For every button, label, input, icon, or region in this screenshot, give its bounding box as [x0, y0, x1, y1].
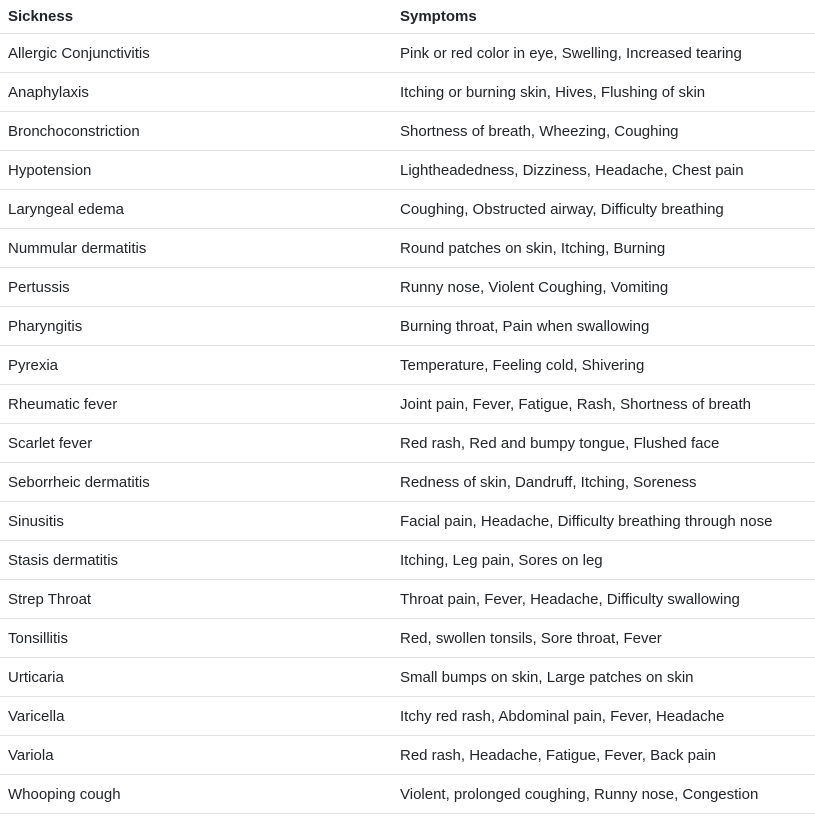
- symptoms-cell: Temperature, Feeling cold, Shivering: [392, 346, 815, 385]
- sickness-cell: Stasis dermatitis: [0, 541, 392, 580]
- symptoms-cell: Redness of skin, Dandruff, Itching, Soreness: [392, 463, 815, 502]
- table-row: [0, 463, 815, 502]
- table-row: [0, 34, 815, 73]
- sickness-cell: Anaphylaxis: [0, 73, 392, 112]
- table-row: [0, 73, 815, 112]
- sickness-cell: Seborrheic dermatitis: [0, 463, 392, 502]
- symptoms-cell: Itchy red rash, Abdominal pain, Fever, Headache: [392, 697, 815, 736]
- table-row: [0, 658, 815, 697]
- sickness-cell: Scarlet fever: [0, 424, 392, 463]
- sickness-cell: Strep Throat: [0, 580, 392, 619]
- table-row: [0, 502, 815, 541]
- symptoms-cell: Joint pain, Fever, Fatigue, Rash, Shortness of breath: [392, 385, 815, 424]
- sickness-cell: Urticaria: [0, 658, 392, 697]
- symptoms-cell: Itching or burning skin, Hives, Flushing of skin: [392, 73, 815, 112]
- symptoms-cell: Shortness of breath, Wheezing, Coughing: [392, 112, 815, 151]
- table-row: [0, 190, 815, 229]
- sickness-cell: Rheumatic fever: [0, 385, 392, 424]
- header-row: [0, 0, 815, 34]
- symptoms-cell: Itching, Leg pain, Sores on leg: [392, 541, 815, 580]
- table-row: [0, 775, 815, 814]
- sickness-cell: Laryngeal edema: [0, 190, 392, 229]
- header-sickness: Sickness: [0, 0, 392, 34]
- sickness-cell: Pharyngitis: [0, 307, 392, 346]
- sickness-cell: Sinusitis: [0, 502, 392, 541]
- table-row: [0, 307, 815, 346]
- symptoms-cell: Round patches on skin, Itching, Burning: [392, 229, 815, 268]
- symptoms-cell: Throat pain, Fever, Headache, Difficulty swallowing: [392, 580, 815, 619]
- table-row: [0, 541, 815, 580]
- sickness-cell: Nummular dermatitis: [0, 229, 392, 268]
- table-row: [0, 268, 815, 307]
- table-header: [0, 0, 815, 34]
- header-symptoms: Symptoms: [392, 0, 815, 34]
- symptoms-cell: Coughing, Obstructed airway, Difficulty breathing: [392, 190, 815, 229]
- table-row: [0, 112, 815, 151]
- sickness-cell: Bronchoconstriction: [0, 112, 392, 151]
- table-row: [0, 736, 815, 775]
- symptoms-cell: Red rash, Red and bumpy tongue, Flushed face: [392, 424, 815, 463]
- table-row: [0, 346, 815, 385]
- sickness-cell: Variola: [0, 736, 392, 775]
- symptoms-cell: Runny nose, Violent Coughing, Vomiting: [392, 268, 815, 307]
- sickness-cell: Varicella: [0, 697, 392, 736]
- table-row: [0, 385, 815, 424]
- symptoms-cell: Lightheadedness, Dizziness, Headache, Chest pain: [392, 151, 815, 190]
- table-row: [0, 151, 815, 190]
- symptoms-cell: Violent, prolonged coughing, Runny nose, Congestion: [392, 775, 815, 814]
- symptoms-cell: Burning throat, Pain when swallowing: [392, 307, 815, 346]
- sickness-cell: Hypotension: [0, 151, 392, 190]
- sickness-cell: Pyrexia: [0, 346, 392, 385]
- symptoms-cell: Facial pain, Headache, Difficulty breathing through nose: [392, 502, 815, 541]
- table-row: [0, 619, 815, 658]
- table-row: [0, 424, 815, 463]
- sickness-cell: Whooping cough: [0, 775, 392, 814]
- symptoms-cell: Red rash, Headache, Fatigue, Fever, Back pain: [392, 736, 815, 775]
- symptoms-cell: Pink or red color in eye, Swelling, Increased tearing: [392, 34, 815, 73]
- table-row: [0, 580, 815, 619]
- symptoms-cell: Small bumps on skin, Large patches on skin: [392, 658, 815, 697]
- table-row: [0, 697, 815, 736]
- sickness-cell: Pertussis: [0, 268, 392, 307]
- sickness-cell: Tonsillitis: [0, 619, 392, 658]
- table-row: [0, 229, 815, 268]
- sickness-cell: Allergic Conjunctivitis: [0, 34, 392, 73]
- table-body: [0, 34, 815, 814]
- symptoms-cell: Red, swollen tonsils, Sore throat, Fever: [392, 619, 815, 658]
